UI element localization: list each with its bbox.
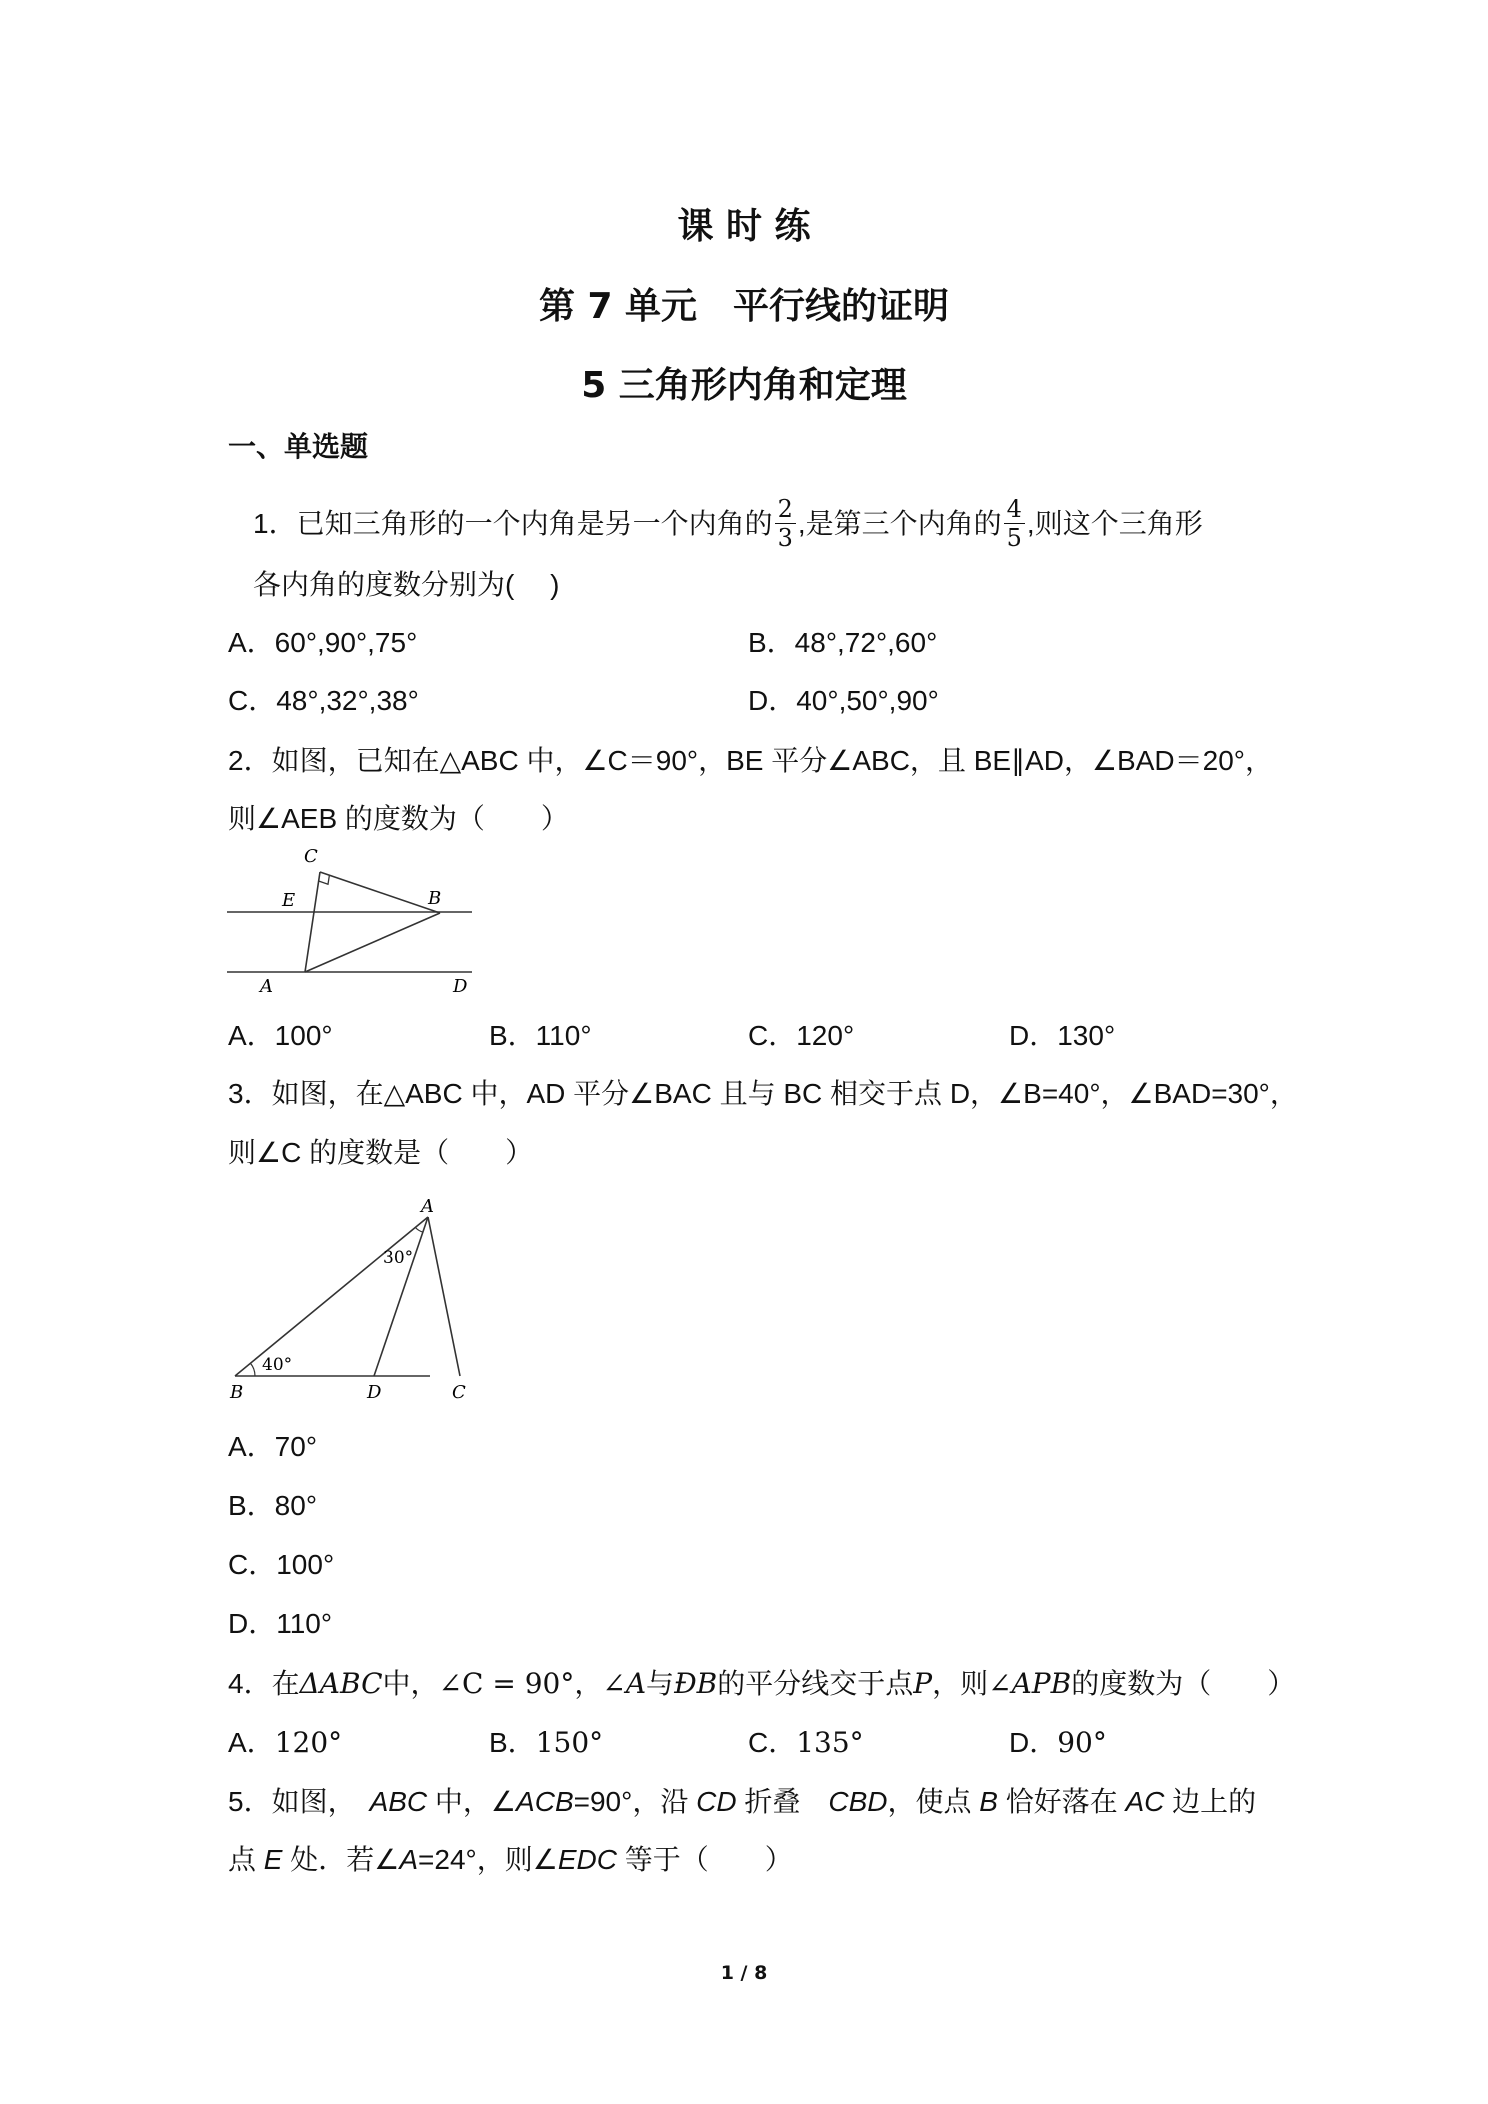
q4-angle-c: ∠C = 90° <box>438 1667 575 1700</box>
q4-text-3: ， <box>574 1668 603 1699</box>
q3-side-ac <box>428 1217 460 1376</box>
q1-frac2-den: 5 <box>1006 524 1022 552</box>
q5-t12: AC <box>1125 1786 1165 1817</box>
q3-label-d: D <box>367 1382 382 1403</box>
q5-t16: 处．若∠ <box>282 1844 400 1875</box>
q5-line1 <box>228 1782 1256 1822</box>
q4-text-1: 4．在 <box>228 1668 300 1699</box>
q1-line2: 各内角的度数分别为( ) <box>253 569 560 600</box>
q5-t2: ABC <box>369 1786 428 1817</box>
q2-line2: 则∠AEB 的度数为（ ） <box>228 803 569 834</box>
q1-option-b[interactable]: B．48°,72°,60° <box>748 627 938 658</box>
q2-label-a: A <box>260 976 273 997</box>
q2-label-e: E <box>282 890 296 911</box>
q3-angle-a-arc <box>415 1227 423 1232</box>
q2-option-b[interactable]: B．110° <box>489 1020 592 1051</box>
q4-angle-b: ÐB <box>674 1667 718 1700</box>
unit-title: 第 7 单元 平行线的证明 <box>538 286 950 327</box>
q1-fraction-2 <box>1004 495 1025 552</box>
q3-angle-b-arc <box>250 1363 255 1376</box>
q4-angle-apb: ∠APB <box>988 1667 1072 1700</box>
q4-option-d-value: 90° <box>1057 1726 1107 1759</box>
q3-option-c[interactable]: C．100° <box>228 1549 335 1580</box>
q1-frac1-num: 2 <box>775 495 796 524</box>
q5-t3: 中，∠ <box>427 1786 517 1817</box>
q1-text-a: 1．已知三角形的一个内角是另一个内角的 <box>253 507 773 539</box>
q2-figure <box>220 840 490 1000</box>
q5-t15: E <box>263 1844 283 1875</box>
page-number: 1 / 8 <box>720 1962 768 1984</box>
q3-side-ba <box>235 1217 428 1376</box>
q5-t7: 折叠 <box>736 1786 829 1817</box>
q4-text-5: 的平分线交于点 <box>717 1668 914 1699</box>
q1-option-d[interactable]: D．40°,50°,90° <box>748 685 939 716</box>
q2-side-ab <box>305 913 440 972</box>
q3-angle-label-40: 40° <box>262 1355 293 1375</box>
q4-triangle-abc: ΔABC <box>299 1667 383 1700</box>
q5-t4: ACB <box>516 1786 574 1817</box>
q4-text-7: 的度数为（ ） <box>1071 1668 1296 1699</box>
q5-t11: 恰好落在 <box>997 1786 1126 1817</box>
q3-label-b: B <box>230 1382 244 1403</box>
q5-t14: 点 <box>228 1844 264 1875</box>
q5-t20: 等于（ ） <box>616 1844 793 1875</box>
q3-label-c: C <box>452 1382 466 1403</box>
q3-figure <box>220 1190 490 1410</box>
q4-option-a[interactable] <box>228 1723 342 1763</box>
q3-option-d[interactable]: D．110° <box>228 1608 333 1639</box>
q2-right-angle-mark <box>319 875 330 884</box>
q1-option-a[interactable]: A．60°,90°,75° <box>228 627 418 658</box>
q3-angle-label-30: 30° <box>383 1248 414 1268</box>
q2-option-d[interactable]: D．130° <box>1009 1020 1116 1051</box>
q3-line2: 则∠C 的度数是（ ） <box>228 1137 534 1168</box>
q1-text-b: ,是第三个内角的 <box>797 507 1002 539</box>
q4-option-b[interactable] <box>489 1723 603 1763</box>
q4-point-p: P <box>913 1667 933 1700</box>
q4-option-a-letter: A． <box>228 1727 275 1758</box>
q2-label-c: C <box>304 846 318 867</box>
q3-option-a[interactable]: A．70° <box>228 1431 318 1462</box>
q1-text-c: ,则这个三角形 <box>1026 507 1203 539</box>
q4-option-a-value: 120° <box>274 1726 343 1759</box>
q5-t17: A <box>399 1844 419 1875</box>
q4-option-d[interactable] <box>1009 1723 1107 1763</box>
doc-title: 课 时 练 <box>677 206 811 247</box>
q5-t9: ，使点 <box>887 1786 980 1817</box>
q4-option-c[interactable] <box>748 1723 864 1763</box>
q4-option-b-value: 150° <box>535 1726 604 1759</box>
q3-option-b[interactable]: B．80° <box>228 1490 318 1521</box>
q1-fraction-1 <box>775 495 796 552</box>
q4-text-2: 中， <box>382 1668 439 1699</box>
q5-t13: 边上的 <box>1164 1786 1257 1817</box>
q4-angle-a: ∠A <box>602 1667 647 1700</box>
q2-side-ac <box>305 872 320 972</box>
q1-line1 <box>253 495 1203 552</box>
q4-line1 <box>228 1664 1295 1704</box>
q5-t8: CBD <box>828 1786 888 1817</box>
q2-line1: 2．如图，已知在△ABC 中，∠C＝90°，BE 平分∠ABC，且 BE∥AD，∠BAD＝20°， <box>228 745 1273 776</box>
q5-t10: B <box>979 1786 998 1817</box>
q5-t1: 5．如图， <box>228 1786 370 1817</box>
q3-label-a: A <box>421 1196 434 1217</box>
q5-t5: =90°，沿 <box>573 1786 697 1817</box>
q1-frac2-num: 4 <box>1004 495 1025 524</box>
q2-label-b: B <box>428 888 442 909</box>
lesson-title: 5 三角形内角和定理 <box>581 365 907 406</box>
q5-line2 <box>228 1840 793 1880</box>
q4-option-c-value: 135° <box>796 1726 864 1759</box>
q2-option-c[interactable]: C．120° <box>748 1020 855 1051</box>
section-heading: 一、单选题 <box>228 430 369 463</box>
q2-side-cb <box>320 872 440 913</box>
q4-text-6: ，则 <box>932 1668 989 1699</box>
q2-label-d: D <box>453 976 468 997</box>
q4-option-c-letter: C． <box>748 1727 797 1758</box>
q3-line1: 3．如图，在△ABC 中，AD 平分∠BAC 且与 BC 相交于点 D，∠B=40°，∠BAD=30°， <box>228 1078 1298 1109</box>
q3-bisector-ad <box>374 1217 428 1376</box>
q1-option-c[interactable]: C．48°,32°,38° <box>228 685 419 716</box>
q5-t6: CD <box>696 1786 737 1817</box>
q1-frac1-den: 3 <box>777 524 793 552</box>
q4-option-b-letter: B． <box>489 1727 536 1758</box>
q5-t18: =24°，则∠ <box>418 1844 558 1875</box>
q5-t19: EDC <box>557 1844 617 1875</box>
q4-text-4: 与 <box>646 1668 675 1699</box>
q2-option-a[interactable]: A．100° <box>228 1020 333 1051</box>
q4-option-d-letter: D． <box>1009 1727 1058 1758</box>
